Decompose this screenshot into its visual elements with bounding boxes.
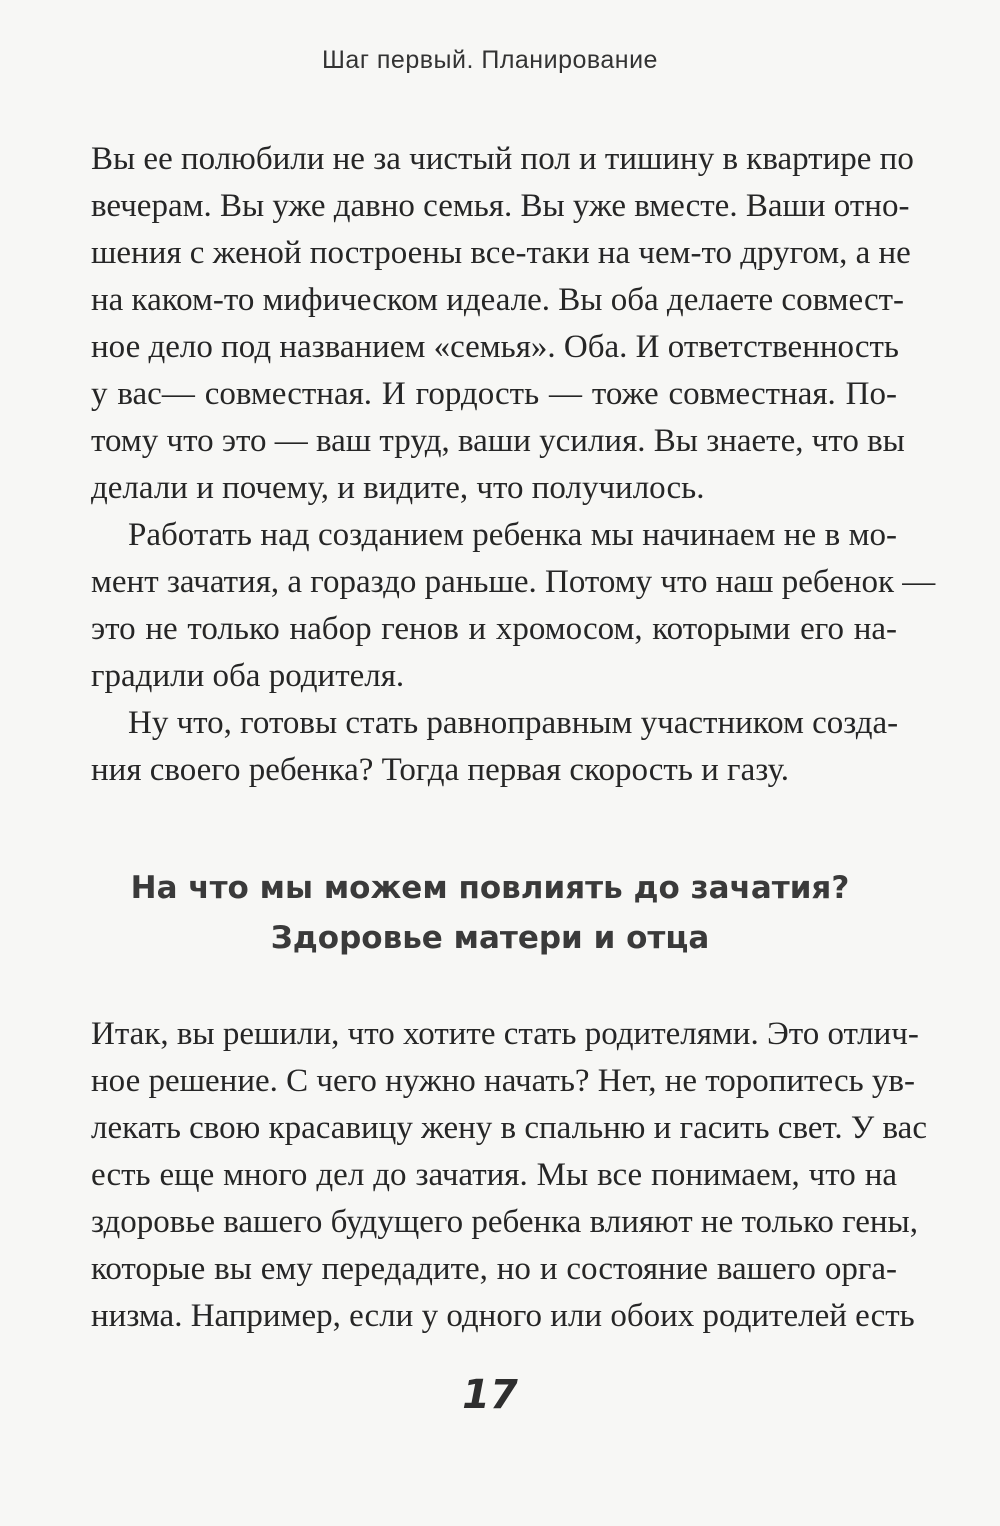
text-line: есть еще много дел до зачатия. Мы все понимаем, что на [91,1157,897,1193]
text-line: на каком-то мифическом идеале. Вы оба делаете совмест- [91,282,904,318]
text-line: тому что это — ваш труд, ваши усилия. Вы знаете, что вы [91,423,905,459]
running-head: Шаг первый. Планирование [322,46,658,74]
text-line: мент зачатия, а гораздо раньше. Потому что наш ребенок — [91,564,936,600]
text-line: Работать над созданием ребенка мы начинаем не в мо- [128,517,897,553]
text-line: шения с женой построены все-таки на чем-то другом, а не [91,235,911,271]
text-line: у вас— совместная. И гордость — тоже совместная. По- [91,376,897,412]
page-number: 17 [462,1372,518,1418]
text-line: Ну что, готовы стать равноправным участником созда- [128,705,899,741]
text-line: ния своего ребенка? Тогда первая скорость и газу. [91,752,790,788]
text-line: лекать свою красавицу жену в спальню и гасить свет. У вас [91,1110,927,1146]
text-line: градили оба родителя. [91,658,405,694]
text-line: Итак, вы решили, что хотите стать родителями. Это отлич- [91,1016,919,1052]
text-line: которые вы ему передадите, но и состояние вашего орга- [91,1251,897,1287]
text-line: ное дело под названием «семья». Оба. И ответственность [91,329,899,365]
section-heading-line-1: На что мы можем повлиять до зачатия? [130,870,850,906]
section-heading-line-2: Здоровье матери и отца [270,920,710,956]
text-line: это не только набор генов и хромосом, которыми его на- [91,611,897,647]
text-line: вечерам. Вы уже давно семья. Вы уже вместе. Ваши отно- [91,188,910,224]
text-line: делали и почему, и видите, что получилось. [91,470,705,506]
text-line: низма. Например, если у одного или обоих родителей есть [91,1298,915,1334]
text-line: Вы ее полюбили не за чистый пол и тишину в квартире по [91,141,914,177]
text-line: ное решение. С чего нужно начать? Нет, не торопитесь ув- [91,1063,915,1099]
text-line: здоровье вашего будущего ребенка влияют не только гены, [91,1204,918,1240]
